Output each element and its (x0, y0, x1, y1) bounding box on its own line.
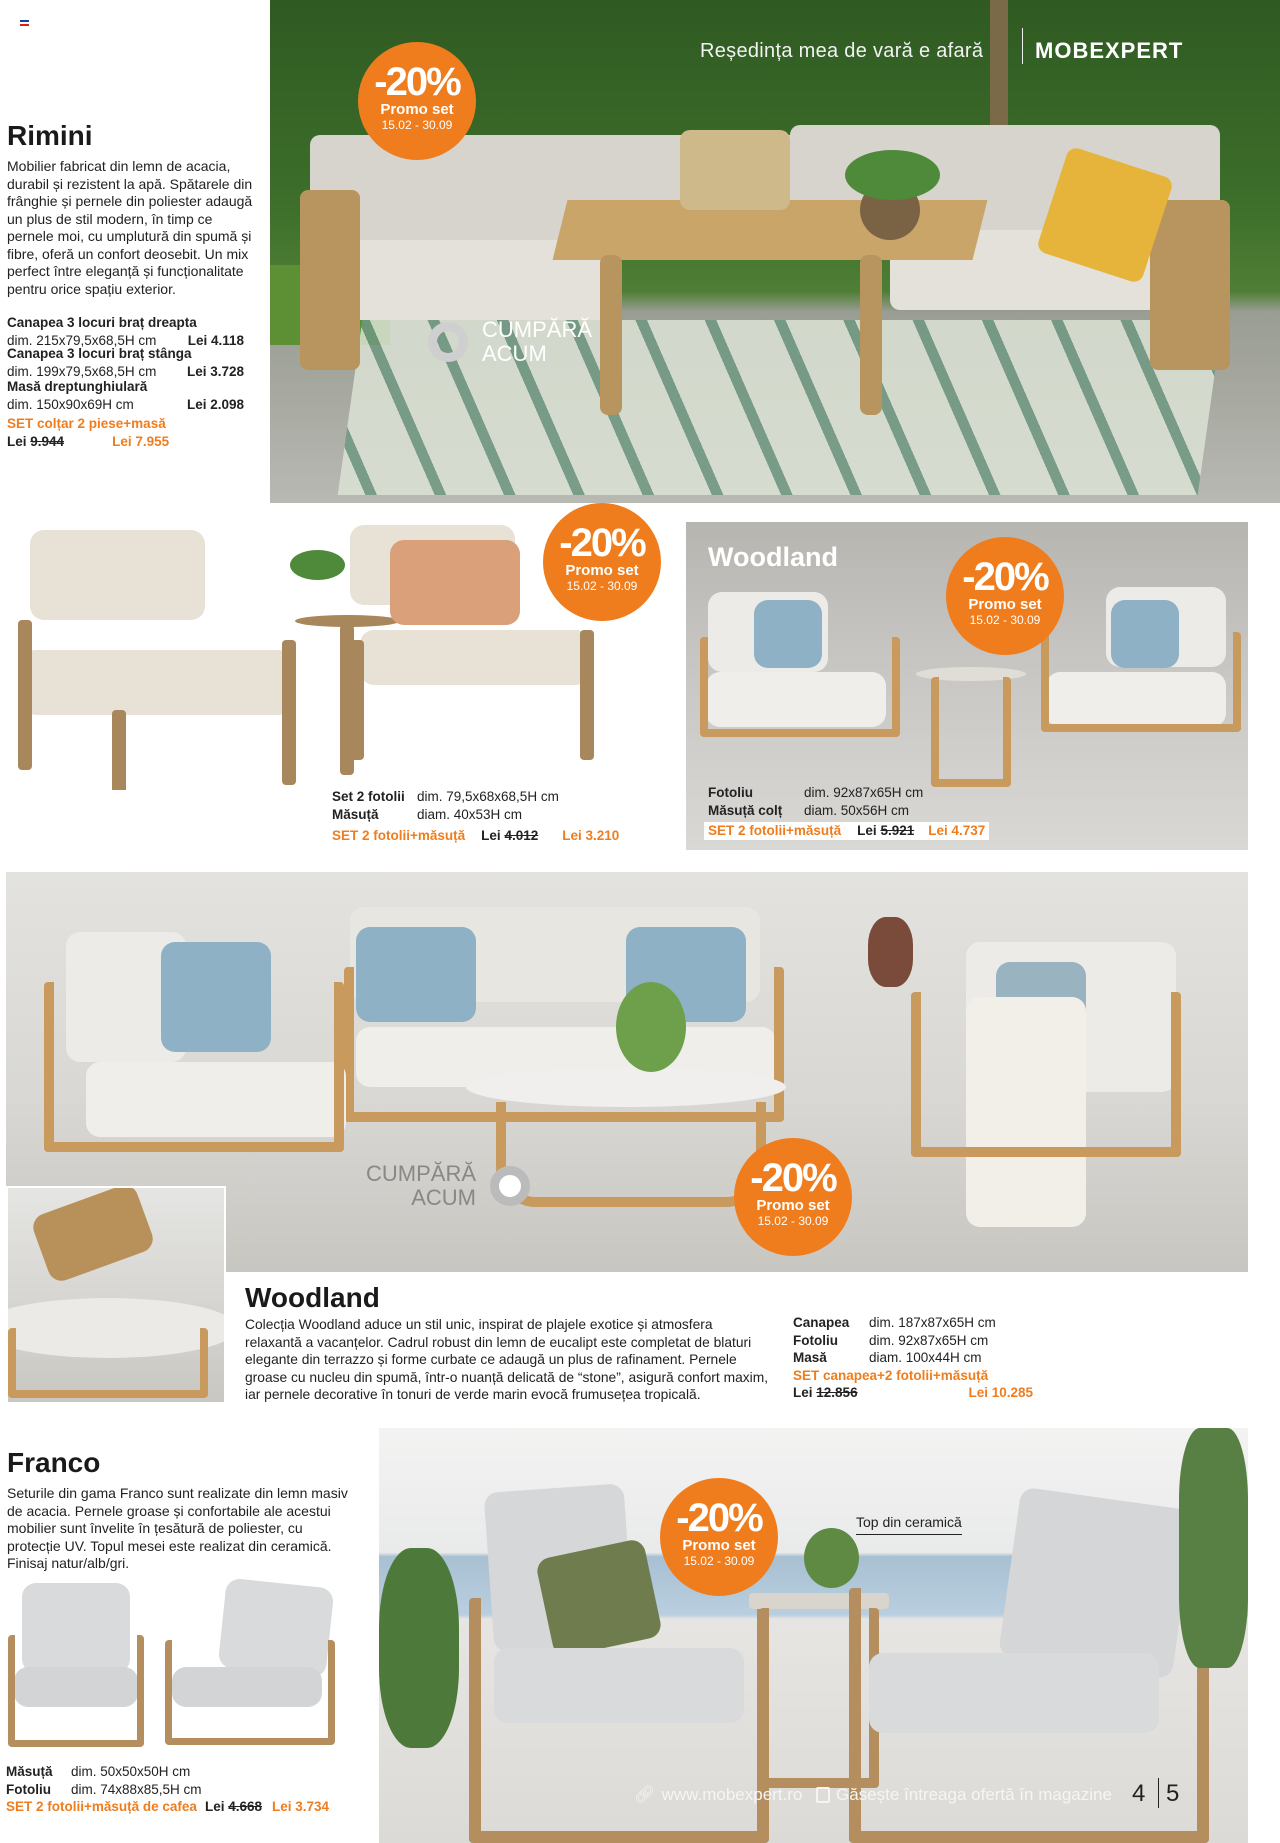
old-price: 12.856 (816, 1385, 858, 1400)
item-name: Set 2 fotolii (332, 789, 405, 804)
ceramic-top-callout: Top din ceramică (856, 1514, 962, 1535)
promo-dates: 15.02 - 30.09 (969, 613, 1041, 627)
promo-dates: 15.02 - 30.09 (381, 118, 453, 132)
promo-badge (734, 1138, 852, 1256)
set-price-row (332, 827, 652, 845)
woodland-description: Colecția Woodland aduce un stil unic, inspirat de plajele exotice și atmosfera relaxantă a vacanțelor. Cadrul robust din lemn de eucalipt este completat de blaturi elegante din terrazzo și forme curbate ce adaugă un plus de rafinament. Pernele groase cu nucleu din spumă, într-o nuanță delicată de “stone”, asigură confort maxim, iar pernele decorative în tonuri de verde marin evocă frumusețea tropicală. (245, 1317, 769, 1402)
franco-terrace-photo (379, 1428, 1248, 1843)
chair-leg (18, 620, 32, 770)
page-number-left: 4 (1132, 1780, 1146, 1807)
item-dim: dim. 199x79,5x68,5H cm (7, 363, 157, 379)
set-label: SET 2 fotolii+măsuță (332, 828, 466, 843)
buy-now-line2: ACUM (411, 1185, 477, 1210)
sofa-arm (300, 190, 360, 370)
chair-frame (700, 637, 900, 737)
item-name: Canapea 3 locuri braț dreapta (7, 315, 197, 330)
potted-plant (379, 1548, 459, 1748)
set-label: SET 2 fotolii+măsuță (708, 823, 842, 838)
website-text: www.mobexpert.ro (661, 1785, 803, 1804)
item-dim: dim. 92x87x65H cm (804, 785, 924, 800)
buy-now-circle-icon (490, 1166, 530, 1206)
shopping-bag-icon (816, 1787, 830, 1803)
item-price: Lei 3.728 (186, 363, 244, 379)
link-icon: 🔗︎ (634, 1785, 656, 1804)
table-leg (860, 255, 882, 415)
umbrella-pole (990, 0, 1008, 140)
promo-percent: -20% (559, 521, 645, 565)
spec-row (6, 1781, 376, 1799)
rimini-specs (7, 314, 262, 450)
chair-frame (1041, 632, 1241, 732)
promo-label: Promo set (756, 1197, 830, 1214)
item-name: Fotoliu (708, 785, 753, 800)
item-dim: dim. 187x87x65H cm (869, 1315, 996, 1330)
spec-item (7, 378, 262, 396)
item-dim: diam. 40x53H cm (417, 806, 523, 822)
old-price: 5.921 (880, 823, 915, 838)
woodland-small-title: Woodland (708, 542, 838, 572)
set-price-row (793, 1384, 1033, 1402)
floral-pillow (390, 540, 520, 625)
spec-row (6, 1763, 376, 1781)
item-name: Masă dreptunghiulară (7, 379, 148, 394)
chair-leg (350, 640, 364, 760)
item-name: Fotoliu (793, 1332, 838, 1348)
spec-row (708, 802, 1028, 820)
item-name: Masă (793, 1350, 827, 1365)
spec-row (332, 788, 652, 806)
item-name: Fotoliu (6, 1781, 51, 1797)
new-price: Lei 7.955 (112, 433, 170, 449)
terrazzo-table-top (466, 1067, 786, 1107)
item-dim: dim. 92x87x65H cm (869, 1332, 989, 1348)
buy-now-button[interactable] (366, 1162, 544, 1210)
new-price: Lei 3.734 (272, 1799, 330, 1814)
chair-leg (282, 640, 296, 785)
promo-badge (946, 537, 1064, 655)
item-dim: dim. 215x79,5x68,5H cm (7, 332, 157, 348)
terrazzo-detail-photo (6, 1186, 226, 1404)
promo-label: Promo set (380, 101, 454, 118)
spec-row (332, 806, 652, 824)
franco-armchairs-photo (0, 1575, 360, 1760)
old-price: 4.668 (228, 1799, 263, 1814)
item-price: Lei 4.118 (187, 332, 244, 348)
striped-pillow (680, 130, 790, 210)
item-name: Măsuță (6, 1764, 53, 1779)
store-offer-text: Găsește întreaga ofertă în magazine (836, 1785, 1112, 1804)
item-name: Măsuță colț (708, 802, 783, 818)
buy-now-line1: CUMPĂRĂ (366, 1161, 477, 1186)
chair-frame (44, 982, 344, 1152)
promo-label: Promo set (682, 1537, 756, 1554)
page-number-right: 5 (1166, 1780, 1180, 1807)
page-divider (1158, 1778, 1159, 1808)
serving-tray (29, 1186, 156, 1285)
vase (868, 917, 913, 987)
franco-title: Franco (7, 1447, 101, 1478)
set-label: SET colțar 2 piese+masă (7, 416, 166, 431)
buy-now-circle-icon (428, 322, 468, 362)
store-offer (816, 1785, 1112, 1805)
old-price: 4.012 (504, 828, 539, 843)
set-label: SET canapea+2 fotolii+măsuță (793, 1367, 989, 1383)
promo-dates: 15.02 - 30.09 (566, 579, 638, 593)
chairs-set-specs (332, 788, 652, 845)
item-price: Lei 2.098 (186, 396, 244, 412)
chair-leg (580, 630, 594, 760)
promo-label: Promo set (565, 562, 639, 579)
spec-row (793, 1314, 1033, 1332)
chair-frame (8, 1635, 144, 1747)
brand-separator (1022, 28, 1023, 64)
set-price-row (7, 433, 262, 451)
franco-description: Seturile din gama Franco sunt realizate din lemn masiv de acacia. Pernele groase și confortabile ale acestui mobilier sunt învelite în țesătură de poliester, cu protecție UV. Topul mesei este realizat din ceramică. Finisaj natur/alb/gri. (7, 1485, 348, 1571)
promo-badge (543, 503, 661, 621)
item-name: Canapea (793, 1315, 850, 1330)
item-dim: diam. 100x44H cm (869, 1350, 982, 1365)
item-name: Canapea 3 locuri braț stânga (7, 346, 192, 361)
old-price: 9.944 (30, 433, 65, 449)
promo-percent: -20% (676, 1496, 762, 1540)
plant (845, 150, 940, 200)
promo-percent: -20% (374, 60, 460, 104)
promo-badge (660, 1478, 778, 1596)
item-name: Măsuță (332, 806, 379, 822)
item-dim: dim. 79,5x68x68,5H cm (417, 789, 559, 804)
old-price-label: Lei (793, 1385, 813, 1400)
woodland-specs (793, 1314, 1033, 1402)
promo-badge (358, 42, 476, 160)
chair-frame (911, 992, 1181, 1157)
table-frame (8, 1328, 208, 1398)
franco-specs (6, 1763, 376, 1816)
buy-now-button[interactable] (428, 318, 592, 366)
buy-now-line2: ACUM (482, 341, 547, 366)
spec-row (793, 1332, 1033, 1350)
spec-item (7, 314, 262, 332)
item-dim: dim. 50x50x50H cm (71, 1764, 191, 1779)
woodland-small-price-row (704, 822, 989, 840)
promo-percent: -20% (750, 1156, 836, 1200)
plant (290, 550, 345, 580)
set-label: SET 2 fotolii+măsuță de cafea (6, 1799, 197, 1814)
old-price-label: Lei (857, 823, 877, 838)
brand-tagline: Reședința mea de vară e afară (700, 40, 984, 62)
flower-vase (616, 982, 686, 1072)
new-price: Lei 3.210 (562, 828, 620, 843)
promo-dates: 15.02 - 30.09 (683, 1554, 755, 1568)
chair-frame (165, 1640, 335, 1745)
promo-label: Promo set (968, 596, 1042, 613)
old-price-label: Lei (204, 1799, 225, 1814)
olive-tree (1179, 1428, 1248, 1668)
woodland-title: Woodland (245, 1282, 380, 1313)
item-dim: dim. 150x90x69H cm (7, 396, 134, 412)
new-price: Lei 4.737 (928, 823, 986, 838)
side-table-frame (931, 677, 1011, 787)
new-price: Lei 10.285 (968, 1385, 1033, 1400)
flag-icon (20, 20, 29, 26)
spec-row (793, 1349, 1033, 1367)
rimini-title: Rimini (7, 120, 93, 151)
spec-row (7, 396, 262, 414)
spec-row (708, 784, 1028, 802)
chair-seat-cushion (22, 650, 292, 715)
buy-now-line1: CUMPĂRĂ (482, 317, 593, 342)
item-dim: diam. 50x56H cm (804, 802, 910, 818)
website-link[interactable] (634, 1785, 802, 1805)
chair-seat-cushion (360, 630, 590, 685)
item-dim: dim. 74x88x85,5H cm (71, 1781, 202, 1797)
set-price-row (6, 1798, 376, 1816)
plant (804, 1528, 859, 1588)
old-price-label: Lei (481, 828, 501, 843)
old-price-label: Lei (7, 433, 27, 449)
chair-back-cushion (30, 530, 205, 620)
chair-leg (112, 710, 126, 790)
chair-frame (469, 1598, 769, 1843)
sofa-arm (1150, 200, 1230, 370)
brand-logo: MOBEXPERT (1035, 38, 1184, 63)
rimini-description: Mobilier fabricat din lemn de acacia, durabil și rezistent la apă. Spătarele din frânghie și pernele din poliester adaugă un plus de stil modern, în timp ce pernele moi, cu umplutură din spumă și fibre, oferă un confort deosebit. Un mix perfect între eleganță și funcționalitate pentru orice spațiu exterior. (7, 158, 253, 297)
promo-percent: -20% (962, 555, 1048, 599)
woodland-small-specs (708, 784, 1028, 819)
promo-dates: 15.02 - 30.09 (757, 1214, 829, 1228)
table-leg (600, 255, 622, 415)
